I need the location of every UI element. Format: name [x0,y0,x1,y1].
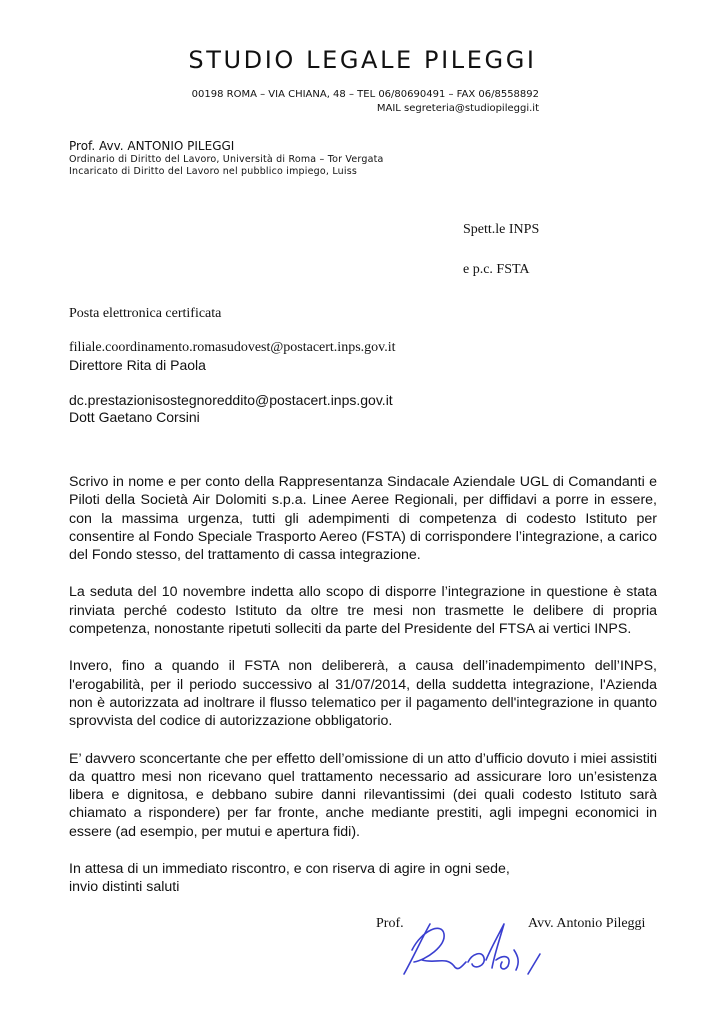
closing-line-1: In attesa di un immediato riscontro, e con riserva di agire in ogni sede, [69,861,510,878]
body-paragraph-3: Invero, fino a quando il FSTA non delibererà, a causa dell’inadempimento dell’INPS, l'erogabilità, per il periodo successivo al 31/07/2014, della suddetta integrazione, l'Azienda non è autorizzata ad inoltrare il flusso telematico per il pagamento dell'integrazione in quanto sprovvista del codice di autorizzazione obbligatorio. [69,658,657,730]
author-role-2: Incaricato di Diritto del Lavoro nel pubblico impiego, Luiss [69,166,358,177]
firm-address: 00198 ROMA – VIA CHIANA, 48 – TEL 06/80690491 – FAX 06/8558892 [191,89,539,100]
signature-name: Avv. Antonio Pileggi [528,916,646,931]
handwritten-signature [392,910,562,980]
closing-line-2: invio distinti saluti [69,879,180,896]
author-role-1: Ordinario di Diritto del Lavoro, Università di Roma – Tor Vergata [69,154,384,165]
contact1-email: filiale.coordinamento.romasudovest@postacert.inps.gov.it [69,340,396,355]
closing [69,860,657,897]
body-paragraph-4: E’ davvero sconcertante che per effetto dell’omissione di un atto d’ufficio dovuto i miei assistiti da quattro mesi non ricevano quel trattamento necessario ad assicurare loro un’esistenza libera e dignitosa, e debbano subire danni rilevantissimi (dei quali codesto Istituto sarà chiamato a rispondere) per far fronte, anche mediante prestiti, agli impegni economici in essere (ad esempio, per mutui e apertura fidi). [69,750,657,840]
contact2-email: dc.prestazionisostegnoreddito@postacert.inps.gov.it [69,392,393,408]
firm-name: STUDIO LEGALE PILEGGI [188,46,537,74]
signature-prefix: Prof. [376,916,404,931]
letter-body [69,473,657,916]
recipient-cc: e p.c. FSTA [463,262,530,277]
contact2-name: Dott Gaetano Corsini [69,409,200,425]
delivery-method: Posta elettronica certificata [69,306,222,321]
letterhead-address-block [192,88,539,116]
body-paragraph-1: Scrivo in nome e per conto della Rappresentanza Sindacale Aziendale UGL di Comandanti e Piloti della Società Air Dolomiti s.p.a. Linee Aeree Regionali, per diffidavi a porre in essere, con la massima urgenza, tutti gli adempimenti di competenza di codesto Istituto per consentire al Fondo Speciale Trasporto Aereo (FSTA) di corrispondere l’integrazione, a carico del Fondo stesso, del trattamento di cassa integrazione. [69,474,657,564]
body-paragraph-2: La seduta del 10 novembre indetta allo scopo di disporre l’integrazione in questione è stata rinviata perché codesto Istituto da oltre tre mesi non trasmette le delibere di propria competenza, nonostante ripetuti solleciti da parte del Presidente del FTSA ai vertici INPS. [69,584,657,638]
contact1-name: Direttore Rita di Paola [69,357,206,373]
recipient-to: Spett.le INPS [463,222,540,237]
author-name: Prof. Avv. ANTONIO PILEGGI [69,139,235,153]
author-block [69,138,384,178]
firm-email: MAIL segreteria@studiopileggi.it [376,103,539,114]
